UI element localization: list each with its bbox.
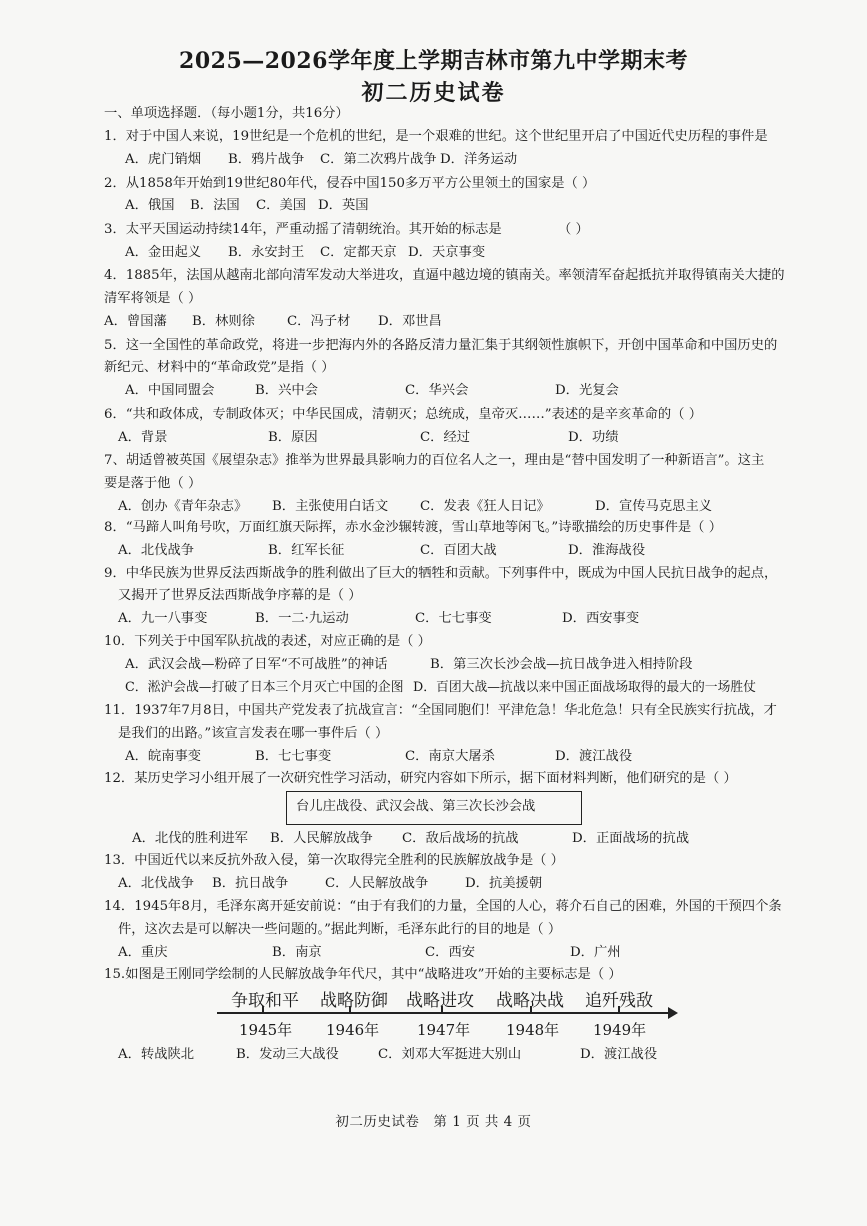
q3-option-b: B．永安封王 [228, 245, 305, 260]
q11-option-a: A．皖南事变 [125, 749, 202, 764]
timeline-arrow-icon [668, 1007, 678, 1019]
q2-option-c: C．美国 [256, 198, 307, 213]
q14-stem-line1: 14．1945年8月，毛泽东离开延安前说：“由于有我们的力量，全国的人心，蒋介石自己的困难，外国的干预四个条 [104, 899, 782, 914]
q10-option-d: D．百团大战—抗战以来中国正面战场取得的最大的一场胜仗 [413, 680, 756, 695]
q1-option-c: C．第二次鸦片战争 [320, 152, 437, 167]
q6-option-b: B．原因 [268, 430, 318, 445]
q5-stem-line2: 新纪元、材料中的“革命政党”是指（ ） [104, 360, 335, 375]
q10-option-c: C．淞沪会战—打破了日本三个月灭亡中国的企图 [125, 680, 404, 695]
q3-blank: （ ） [558, 222, 589, 237]
timeline-year-1948: 1948年 [506, 1021, 560, 1039]
timeline-tick [618, 1006, 620, 1014]
q8-option-b: B．红军长征 [268, 543, 345, 558]
q10-stem: 10．下列关于中国军队抗战的表述，对应正确的是（ ） [104, 634, 431, 649]
q13-option-d: D．抗美援朝 [465, 876, 543, 891]
q11-stem-line1: 11．1937年7月8日，中国共产党发表了抗战宣言：“全国同胞们！平津危急！华北危急！只有全民族实行抗战，才 [104, 703, 777, 718]
q10-option-b: B．第三次长沙会战—抗日战争进入相持阶段 [430, 657, 693, 672]
q12-option-b: B．人民解放战争 [270, 831, 373, 846]
timeline-tick [262, 1006, 264, 1014]
q2-option-a: A．俄国 [125, 198, 175, 213]
q13-option-a: A．北伐战争 [118, 876, 195, 891]
q8-option-a: A．北伐战争 [118, 543, 195, 558]
q6-option-d: D．功绩 [568, 430, 619, 445]
timeline-tick [441, 1006, 443, 1014]
q1-stem: 1．对于中国人来说，19世纪是一个危机的世纪，是一个艰难的世纪。这个世纪里开启了中国近代史历程的事件是 [104, 129, 768, 144]
page-footer: 初二历史试卷 第 1 页 共 4 页 [335, 1114, 532, 1130]
exam-title: 2025—2026学年度上学期吉林市第九中学期末考 [179, 48, 688, 74]
q1-option-b: B．鸦片战争 [228, 152, 305, 167]
q8-stem: 8．“马蹄人叫角号吹，万面红旗天际挥，赤水金沙辗转渡，雪山草地等闲飞。”诗歌描绘的历史事件是（ ） [104, 520, 722, 535]
q12-stem: 12．某历史学习小组开展了一次研究性学习活动，研究内容如下所示，据下面材料判断，他们研究的是（ ） [104, 771, 737, 786]
timeline-label-offense: 战略进攻 [406, 991, 474, 1011]
q9-option-d: D．西安事变 [562, 611, 640, 626]
q13-stem: 13．中国近代以来反抗外敌入侵，第一次取得完全胜利的民族解放战争是（ ） [104, 853, 564, 868]
q3-stem: 3．太平天国运动持续14年，严重动摇了清朝统治。其开始的标志是 [104, 222, 502, 237]
q12-material-text: 台儿庄战役、武汉会战、第三次长沙会战 [296, 799, 536, 814]
q6-option-a: A．背景 [118, 430, 168, 445]
q3-option-d: D．天京事变 [408, 245, 486, 260]
q1-option-d: D．洋务运动 [440, 152, 518, 167]
timeline-year-1949: 1949年 [593, 1021, 647, 1039]
q11-option-b: B．七七事变 [255, 749, 332, 764]
q13-option-b: B．抗日战争 [212, 876, 289, 891]
q4-option-a: A．曾国藩 [104, 314, 167, 329]
timeline-tick [349, 1006, 351, 1014]
timeline-label-decisive: 战略决战 [496, 991, 564, 1011]
q5-option-a: A．中国同盟会 [125, 383, 215, 398]
q8-option-c: C．百团大战 [420, 543, 497, 558]
q7-option-a: A．创办《青年杂志》 [118, 499, 248, 514]
timeline-year-1947: 1947年 [417, 1021, 471, 1039]
exam-subtitle: 初二历史试卷 [361, 80, 506, 106]
q5-stem-line1: 5．这一全国性的革命政党，将进一步把海内外的各路反清力量汇集于其纲领性旗帜下，开创中国革命和中国历史的 [104, 338, 778, 353]
q12-option-a: A．北伐的胜利进军 [132, 831, 248, 846]
q9-stem-line1: 9．中华民族为世界反法西斯战争的胜利做出了巨大的牺牲和贡献。下列事件中，既成为中国人民抗日战争的起点， [104, 566, 778, 581]
q15-option-b: B．发动三大战役 [236, 1047, 339, 1062]
q9-option-a: A．九一八事变 [118, 611, 208, 626]
q7-option-d: D．宣传马克思主义 [595, 499, 713, 514]
q7-option-c: C．发表《狂人日记》 [420, 499, 550, 514]
q15-option-d: D．渡江战役 [580, 1047, 658, 1062]
q12-option-c: C．敌后战场的抗战 [402, 831, 519, 846]
q4-stem-line2: 清军将领是（ ） [104, 291, 202, 306]
q4-option-c: C．冯子材 [287, 314, 351, 329]
q9-option-b: B．一二·九运动 [255, 611, 349, 626]
timeline-axis [217, 1012, 673, 1014]
q6-option-c: C．经过 [420, 430, 471, 445]
q6-stem: 6．“共和政体成，专制政体灭；中华民国成，清朝灭；总统成，皇帝灭……”表述的是辛亥革命的（ ） [104, 407, 703, 422]
q11-option-d: D．渡江战役 [555, 749, 633, 764]
q3-option-a: A．金田起义 [125, 245, 202, 260]
q2-stem: 2．从1858年开始到19世纪80年代，侵吞中国150多万平方公里领土的国家是（ ） [104, 176, 596, 191]
q14-option-a: A．重庆 [118, 945, 168, 960]
q4-stem-line1: 4．1885年，法国从越南北部向清军发动大举进攻，直逼中越边境的镇南关。率领清军奋起抵抗并取得镇南关大捷的 [104, 268, 785, 283]
q7-stem-line2: 要是落于他（ ） [104, 476, 202, 491]
q14-stem-line2: 件，这次去是可以解决一些问题的。”据此判断，毛泽东此行的目的地是（ ） [118, 922, 562, 937]
q5-option-b: B．兴中会 [255, 383, 318, 398]
q15-option-a: A．转战陕北 [118, 1047, 195, 1062]
q14-option-b: B．南京 [272, 945, 322, 960]
q9-stem-line2: 又揭开了世界反法西斯战争序幕的是（ ） [118, 588, 362, 603]
q7-stem-line1: 7、胡适曾被英国《展望杂志》推举为世界最具影响力的百位名人之一，理由是“替中国发明了一种新语言”。这主 [104, 453, 765, 468]
q13-option-c: C．人民解放战争 [325, 876, 429, 891]
q2-option-d: D．英国 [318, 198, 369, 213]
q8-option-d: D．淮海战役 [568, 543, 646, 558]
q3-option-c: C．定都天京 [320, 245, 397, 260]
q15-stem: 15.如图是王刚同学绘制的人民解放战争年代尺，其中“战略进攻”开始的主要标志是（ ） [104, 967, 622, 982]
q14-option-d: D．广州 [570, 945, 621, 960]
timeline-label-peace: 争取和平 [231, 991, 299, 1011]
q10-option-a: A．武汉会战—粉碎了日军“不可战胜”的神话 [125, 657, 388, 672]
q5-option-c: C．华兴会 [405, 383, 469, 398]
q11-option-c: C．南京大屠杀 [405, 749, 495, 764]
timeline-label-defense: 战略防御 [320, 991, 388, 1011]
timeline-year-1945: 1945年 [239, 1021, 293, 1039]
q9-option-c: C．七七事变 [415, 611, 492, 626]
q14-option-c: C．西安 [425, 945, 476, 960]
q1-option-a: A．虎门销烟 [125, 152, 202, 167]
q15-option-c: C．刘邓大军挺进大别山 [378, 1047, 522, 1062]
q7-option-b: B．主张使用白话文 [272, 499, 389, 514]
q12-option-d: D．正面战场的抗战 [572, 831, 690, 846]
q4-option-b: B．林则徐 [192, 314, 255, 329]
q11-stem-line2: 是我们的出路。”该宣言发表在哪一事件后（ ） [118, 726, 389, 741]
q5-option-d: D．光复会 [555, 383, 619, 398]
q4-option-d: D．邓世昌 [378, 314, 442, 329]
section-heading: 一、单项选择题．（每小题1分，共16分） [104, 106, 349, 121]
q2-option-b: B．法国 [190, 198, 240, 213]
timeline-year-1946: 1946年 [326, 1021, 380, 1039]
timeline-label-pursuit: 追歼残敌 [585, 991, 653, 1011]
timeline-tick [530, 1006, 532, 1014]
